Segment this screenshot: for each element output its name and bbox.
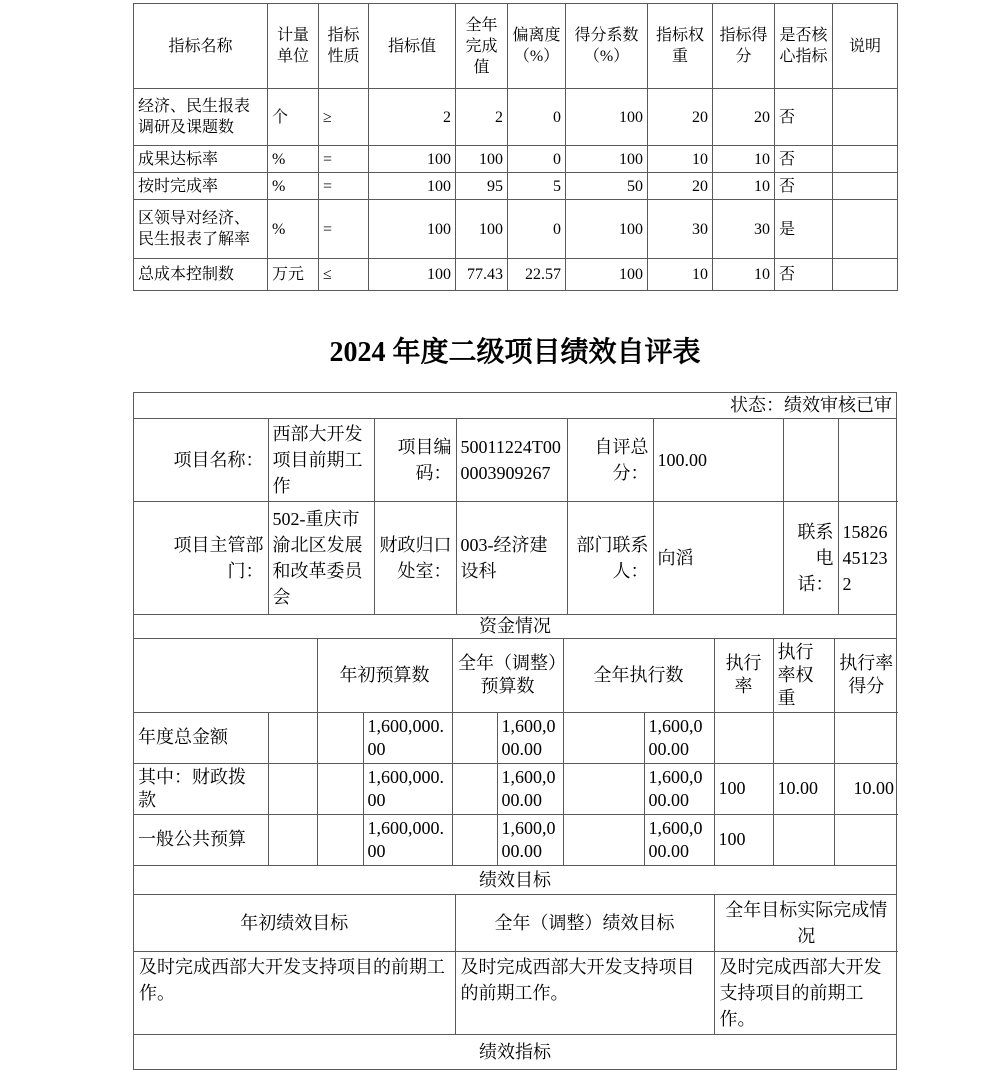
header-adjusted-goal: 全年（调整）绩效目标 [455, 895, 714, 952]
funding-header-row [134, 639, 898, 713]
indicator-core: 否 [775, 173, 833, 200]
execution-rate: 100 [714, 814, 773, 865]
project-info-table [134, 419, 898, 614]
empty-cell [563, 712, 644, 763]
header-annual-completed: 全年完成值 [456, 4, 508, 89]
empty-cell [783, 419, 838, 502]
indicator-table [133, 3, 898, 291]
indicator-name: 区领导对经济、民生报表了解率 [134, 200, 268, 259]
indicator-weight: 20 [648, 89, 713, 146]
dept-value: 502-重庆市渝北区发展和改革委员会 [268, 502, 374, 614]
indicator-nature: = [319, 200, 369, 259]
indicator-row [134, 259, 898, 291]
status-bar [134, 393, 896, 419]
indicator-note [833, 89, 898, 146]
indicator-unit: 个 [268, 89, 319, 146]
empty-cell [452, 763, 497, 814]
goals-header-row [134, 895, 898, 952]
indicator-core: 是 [775, 200, 833, 259]
project-name-value: 西部大开发项目前期工作 [268, 419, 374, 502]
empty-header [134, 639, 317, 713]
initial-goal-text: 及时完成西部大开发支持项目的前期工作。 [134, 951, 455, 1034]
adjusted-budget: 1,600,000.00 [497, 712, 563, 763]
actual-completion-text: 及时完成西部大开发支持项目的前期工作。 [714, 951, 898, 1034]
indicator-target: 100 [369, 146, 456, 173]
indicator-weight: 30 [648, 200, 713, 259]
indicator-weight: 20 [648, 173, 713, 200]
empty-cell [563, 763, 644, 814]
adjusted-budget: 1,600,000.00 [497, 763, 563, 814]
indicator-core: 否 [775, 259, 833, 291]
indicator-coefficient: 100 [566, 259, 648, 291]
indicator-score: 20 [713, 89, 775, 146]
dept-label: 项目主管部门： [134, 502, 268, 614]
indicator-target: 100 [369, 200, 456, 259]
header-rate-score: 执行率得分 [834, 639, 898, 713]
indicator-name: 经济、民生报表调研及课题数 [134, 89, 268, 146]
indicator-row [134, 89, 898, 146]
indicator-target: 2 [369, 89, 456, 146]
funding-row [134, 763, 898, 814]
indicator-coefficient: 50 [566, 173, 648, 200]
adjusted-goal-text: 及时完成西部大开发支持项目的前期工作。 [455, 951, 714, 1034]
funding-label: 年度总金额 [134, 712, 268, 763]
indicator-nature: = [319, 146, 369, 173]
empty-cell [563, 814, 644, 865]
header-unit: 计量单位 [268, 4, 319, 89]
phone-value: 15826451232 [838, 502, 898, 614]
page-title: 2024 年度二级项目绩效自评表 [329, 337, 701, 368]
indicator-nature: = [319, 173, 369, 200]
empty-cell [452, 814, 497, 865]
indicator-deviation: 5 [508, 173, 566, 200]
header-note: 说明 [833, 4, 898, 89]
empty-cell [268, 763, 317, 814]
executed-amount: 1,600,000.00 [644, 814, 714, 865]
indicator-score: 10 [713, 173, 775, 200]
funding-row [134, 814, 898, 865]
adjusted-budget: 1,600,000.00 [497, 814, 563, 865]
funding-table [134, 639, 898, 865]
indicator-name: 按时完成率 [134, 173, 268, 200]
empty-cell [838, 419, 898, 502]
empty-cell [317, 814, 363, 865]
funding-section-title: 资金情况 [134, 614, 896, 639]
indicator-unit: % [268, 173, 319, 200]
project-row [134, 502, 898, 614]
executed-amount: 1,600,000.00 [644, 763, 714, 814]
indicator-score: 10 [713, 146, 775, 173]
indicator-nature: ≤ [319, 259, 369, 291]
office-label: 财政归口处室： [374, 502, 456, 614]
contact-label: 部门联系人： [567, 502, 653, 614]
indicator-nature: ≥ [319, 89, 369, 146]
indicator-header-row [134, 4, 898, 89]
indicator-row [134, 146, 898, 173]
indicator-completed: 100 [456, 146, 508, 173]
funding-label: 一般公共预算 [134, 814, 268, 865]
indicator-row [134, 200, 898, 259]
indicator-completed: 77.43 [456, 259, 508, 291]
rate-score [834, 712, 898, 763]
header-core-indicator: 是否核心指标 [775, 4, 833, 89]
empty-cell [268, 814, 317, 865]
indicator-note [833, 173, 898, 200]
executed-amount: 1,600,000.00 [644, 712, 714, 763]
header-rate-weight: 执行率权重 [773, 639, 834, 713]
indicator-weight: 10 [648, 259, 713, 291]
project-code-label: 项目编码： [374, 419, 456, 502]
initial-budget: 1,600,000.00 [363, 712, 452, 763]
indicator-target: 100 [369, 259, 456, 291]
indicator-core: 否 [775, 89, 833, 146]
header-actual-completion: 全年目标实际完成情况 [714, 895, 898, 952]
header-score: 指标得分 [713, 4, 775, 89]
indicator-note [833, 259, 898, 291]
rate-weight [773, 712, 834, 763]
status-text: 状态：绩效审核已审 [730, 395, 892, 415]
header-nature: 指标性质 [319, 4, 369, 89]
execution-rate: 100 [714, 763, 773, 814]
empty-cell [317, 712, 363, 763]
self-score-value: 100.00 [653, 419, 783, 502]
indicators-section-title: 绩效指标 [134, 1034, 896, 1069]
indicator-core: 否 [775, 146, 833, 173]
indicator-coefficient: 100 [566, 146, 648, 173]
rate-score [834, 814, 898, 865]
indicator-unit: % [268, 200, 319, 259]
indicator-weight: 10 [648, 146, 713, 173]
self-score-label: 自评总分： [567, 419, 653, 502]
indicator-target: 100 [369, 173, 456, 200]
header-weight: 指标权重 [648, 4, 713, 89]
execution-rate [714, 712, 773, 763]
header-adjusted-budget: 全年（调整）预算数 [452, 639, 563, 713]
indicator-completed: 95 [456, 173, 508, 200]
header-execution-rate: 执行率 [714, 639, 773, 713]
indicator-score: 30 [713, 200, 775, 259]
goals-section-title: 绩效目标 [134, 865, 896, 895]
header-initial-budget: 年初预算数 [317, 639, 452, 713]
header-score-coefficient: 得分系数（%） [566, 4, 648, 89]
indicator-name: 成果达标率 [134, 146, 268, 173]
header-target-value: 指标值 [369, 4, 456, 89]
indicator-note [833, 146, 898, 173]
indicator-score: 10 [713, 259, 775, 291]
empty-cell [317, 763, 363, 814]
contact-value: 向滔 [653, 502, 783, 614]
funding-row [134, 712, 898, 763]
indicator-deviation: 0 [508, 89, 566, 146]
indicator-coefficient: 100 [566, 200, 648, 259]
empty-cell [268, 712, 317, 763]
office-value: 003-经济建设科 [456, 502, 567, 614]
initial-budget: 1,600,000.00 [363, 763, 452, 814]
header-initial-goal: 年初绩效目标 [134, 895, 455, 952]
header-executed: 全年执行数 [563, 639, 714, 713]
indicator-deviation: 0 [508, 200, 566, 259]
indicator-completed: 2 [456, 89, 508, 146]
goals-content-row [134, 951, 898, 1034]
project-code-value: 50011224T000003909267 [456, 419, 567, 502]
empty-cell [452, 712, 497, 763]
indicator-unit: 万元 [268, 259, 319, 291]
indicator-note [833, 200, 898, 259]
indicator-deviation: 22.57 [508, 259, 566, 291]
funding-label: 其中：财政拨款 [134, 763, 268, 814]
goals-table [134, 895, 898, 1034]
indicator-row [134, 173, 898, 200]
rate-weight: 10.00 [773, 763, 834, 814]
header-deviation: 偏离度（%） [508, 4, 566, 89]
project-name-label: 项目名称： [134, 419, 268, 502]
indicator-coefficient: 100 [566, 89, 648, 146]
self-eval-table [133, 392, 897, 1070]
phone-label: 联系电话： [783, 502, 838, 614]
rate-score: 10.00 [834, 763, 898, 814]
initial-budget: 1,600,000.00 [363, 814, 452, 865]
project-row [134, 419, 898, 502]
rate-weight [773, 814, 834, 865]
indicator-unit: % [268, 146, 319, 173]
indicator-deviation: 0 [508, 146, 566, 173]
header-indicator-name: 指标名称 [134, 4, 268, 89]
indicator-completed: 100 [456, 200, 508, 259]
indicator-name: 总成本控制数 [134, 259, 268, 291]
